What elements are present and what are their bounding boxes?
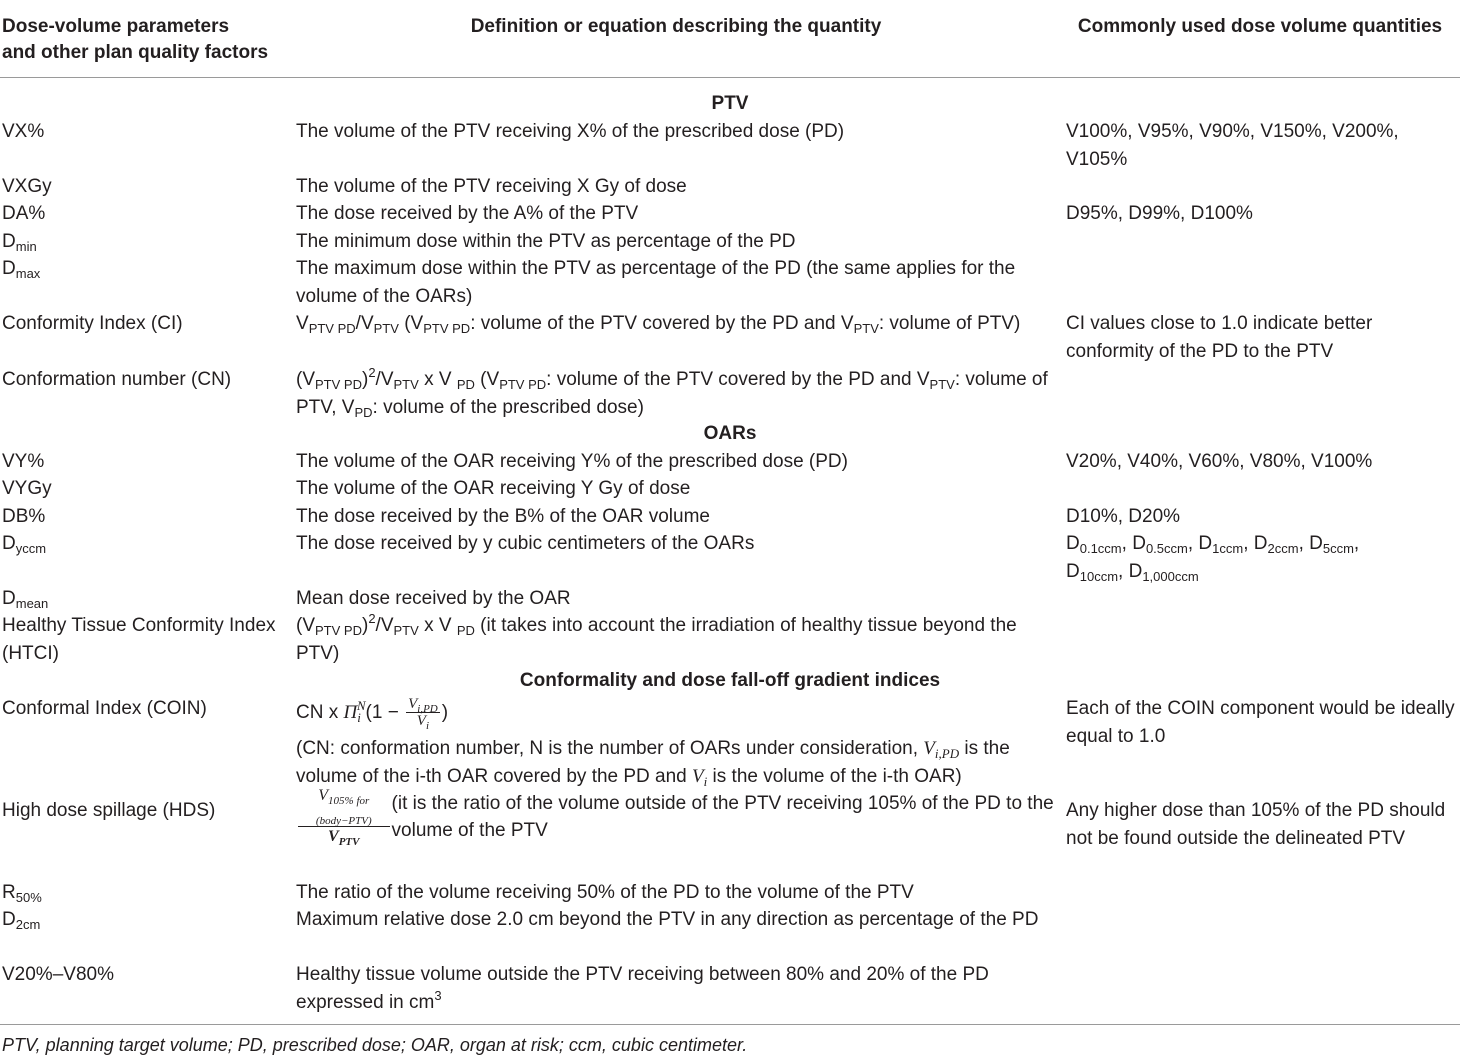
header-col-definition: Definition or equation describing the quantity: [470, 16, 882, 37]
definition-cell: The maximum dose within the PTV as percentage of the PD (the same applies for the volume of the OARs): [296, 258, 1016, 307]
common-cell: Any higher dose than 105% of the PD should not be found outside the delineated PTV: [1066, 800, 1446, 849]
definition-cell: The volume of the OAR receiving Y% of the prescribed dose (PD): [296, 451, 848, 472]
definition-cell: The minimum dose within the PTV as percentage of the PD: [296, 231, 796, 252]
common-cell: CI values close to 1.0 indicate better conformity of the PD to the PTV: [1066, 313, 1373, 362]
param-cell: DA%: [2, 203, 46, 224]
definition-cell: The dose received by the B% of the OAR volume: [296, 506, 710, 527]
param-cell: $D_{2cm}$: [2, 909, 41, 932]
header-col1-line1: Dose-volume parameters: [2, 16, 230, 37]
common-cell: D95%, D99%, D100%: [1066, 203, 1253, 224]
param-cell: Conformity Index (CI): [2, 313, 183, 334]
param-cell: $D_{yccm}$: [2, 533, 47, 556]
common-cell: D10%, D20%: [1066, 506, 1181, 527]
param-cell: VYGy: [2, 478, 52, 499]
definition-cell: $(V_{PTV PD})^2/V_{PTV}$ x V $_{PD}$ ($V_{PTV PD}$: volume of the PTV covered by the PD and $V_{PTV}$: volume of PTV, $V_{PD}$: volume of the prescribed dose): [296, 365, 1048, 420]
param-cell: High dose spillage (HDS): [2, 800, 216, 821]
param-cell: $D_{mean}$: [2, 588, 49, 611]
coin-equation: CN x $\Pi_i^N(1$ − $\frac{V_{i,PD}}{V_i}$ ): [296, 696, 449, 733]
param-cell: $D_{max}$: [2, 258, 41, 281]
param-cell: Healthy Tissue Conformity Index (HTCI): [2, 615, 276, 664]
param-cell: VY%: [2, 451, 45, 472]
footer-rule: [0, 1024, 1460, 1025]
definition-cell: The volume of the PTV receiving X Gy of dose: [296, 176, 687, 197]
hds-fraction: $\frac{V_{105\% for (body-PTV)}}{V_{PTV}}$: [298, 786, 390, 847]
definition-cell: The dose received by the A% of the PTV: [296, 203, 639, 224]
header-rule: [0, 77, 1460, 78]
param-cell: DB%: [2, 506, 46, 527]
param-cell: $R_{50\%}$: [2, 882, 42, 905]
header-col-parameters: [2, 14, 287, 66]
definition-cell: Maximum relative dose 2.0 cm beyond the PTV in any direction as percentage of the PD: [296, 909, 1039, 930]
section-conformality: Conformality and dose fall-off gradient indices: [519, 670, 941, 691]
definition-cell: Mean dose received by the OAR: [296, 588, 571, 609]
section-oars: OARs: [703, 423, 757, 444]
hds-def-text: (it is the ratio of the volume outside of the PTV receiving 105% of the PD to the volume of the PTV: [391, 792, 1054, 841]
definition-cell: [296, 695, 1056, 790]
section-ptv: PTV: [711, 93, 749, 114]
common-cell: V20%, V40%, V60%, V80%, V100%: [1066, 451, 1373, 472]
definition-cell: Healthy tissue volume outside the PTV receiving between 80% and 20% of the PD expressed in $cm^3$: [296, 964, 989, 1013]
definition-cell: $(V_{PTV PD})^2/V_{PTV}$ x V $_{PD}$ (it takes into account the irradiation of healthy tissue beyond the PTV): [296, 611, 1017, 664]
header-col-common: Commonly used dose volume quantities: [1077, 16, 1443, 37]
definition-cell: $V_{PTV PD}/V_{PTV}$ ($V_{PTV PD}$: volume of the PTV covered by the PD and $V_{PTV}$: volume of PTV): [296, 313, 1021, 336]
definition-cell: The dose received by y cubic centimeters of the OARs: [296, 533, 755, 554]
common-cell: Each of the COIN component would be ideally equal to 1.0: [1066, 698, 1455, 747]
common-cell: V100%, V95%, V90%, V150%, V200%, V105%: [1066, 121, 1399, 170]
param-cell: VXGy: [2, 176, 52, 197]
definition-cell: The volume of the PTV receiving X% of the prescribed dose (PD): [296, 121, 845, 142]
coin-description: (CN: conformation number, N is the number of OARs under consideration, $V_{i,PD}$ is the volume of the i-th OAR covered by the PD and $V_i$ is the volume of the i-th OAR): [296, 738, 1010, 789]
table-footnote: PTV, planning target volume; PD, prescribed dose; OAR, organ at risk; ccm, cubic centimeter.: [2, 1035, 748, 1055]
common-cell: $D_{0.1ccm}$, $D_{0.5ccm}$, $D_{1ccm}$, $D_{2ccm}$, $D_{5ccm}$, $D_{10ccm}$, $D_{1,000ccm}$: [1066, 533, 1360, 584]
param-cell: Conformal Index (COIN): [2, 698, 207, 719]
param-cell: V20%–V80%: [2, 964, 114, 985]
param-cell: Conformation number (CN): [2, 369, 232, 390]
definition-cell: [296, 786, 1056, 848]
param-cell: VX%: [2, 121, 45, 142]
param-cell: $D_{min}$: [2, 231, 37, 254]
header-col1-line2: and other plan quality factors: [2, 42, 269, 63]
definition-cell: The volume of the OAR receiving Y Gy of dose: [296, 478, 691, 499]
definition-cell: The ratio of the volume receiving 50% of the PD to the volume of the PTV: [296, 882, 914, 903]
